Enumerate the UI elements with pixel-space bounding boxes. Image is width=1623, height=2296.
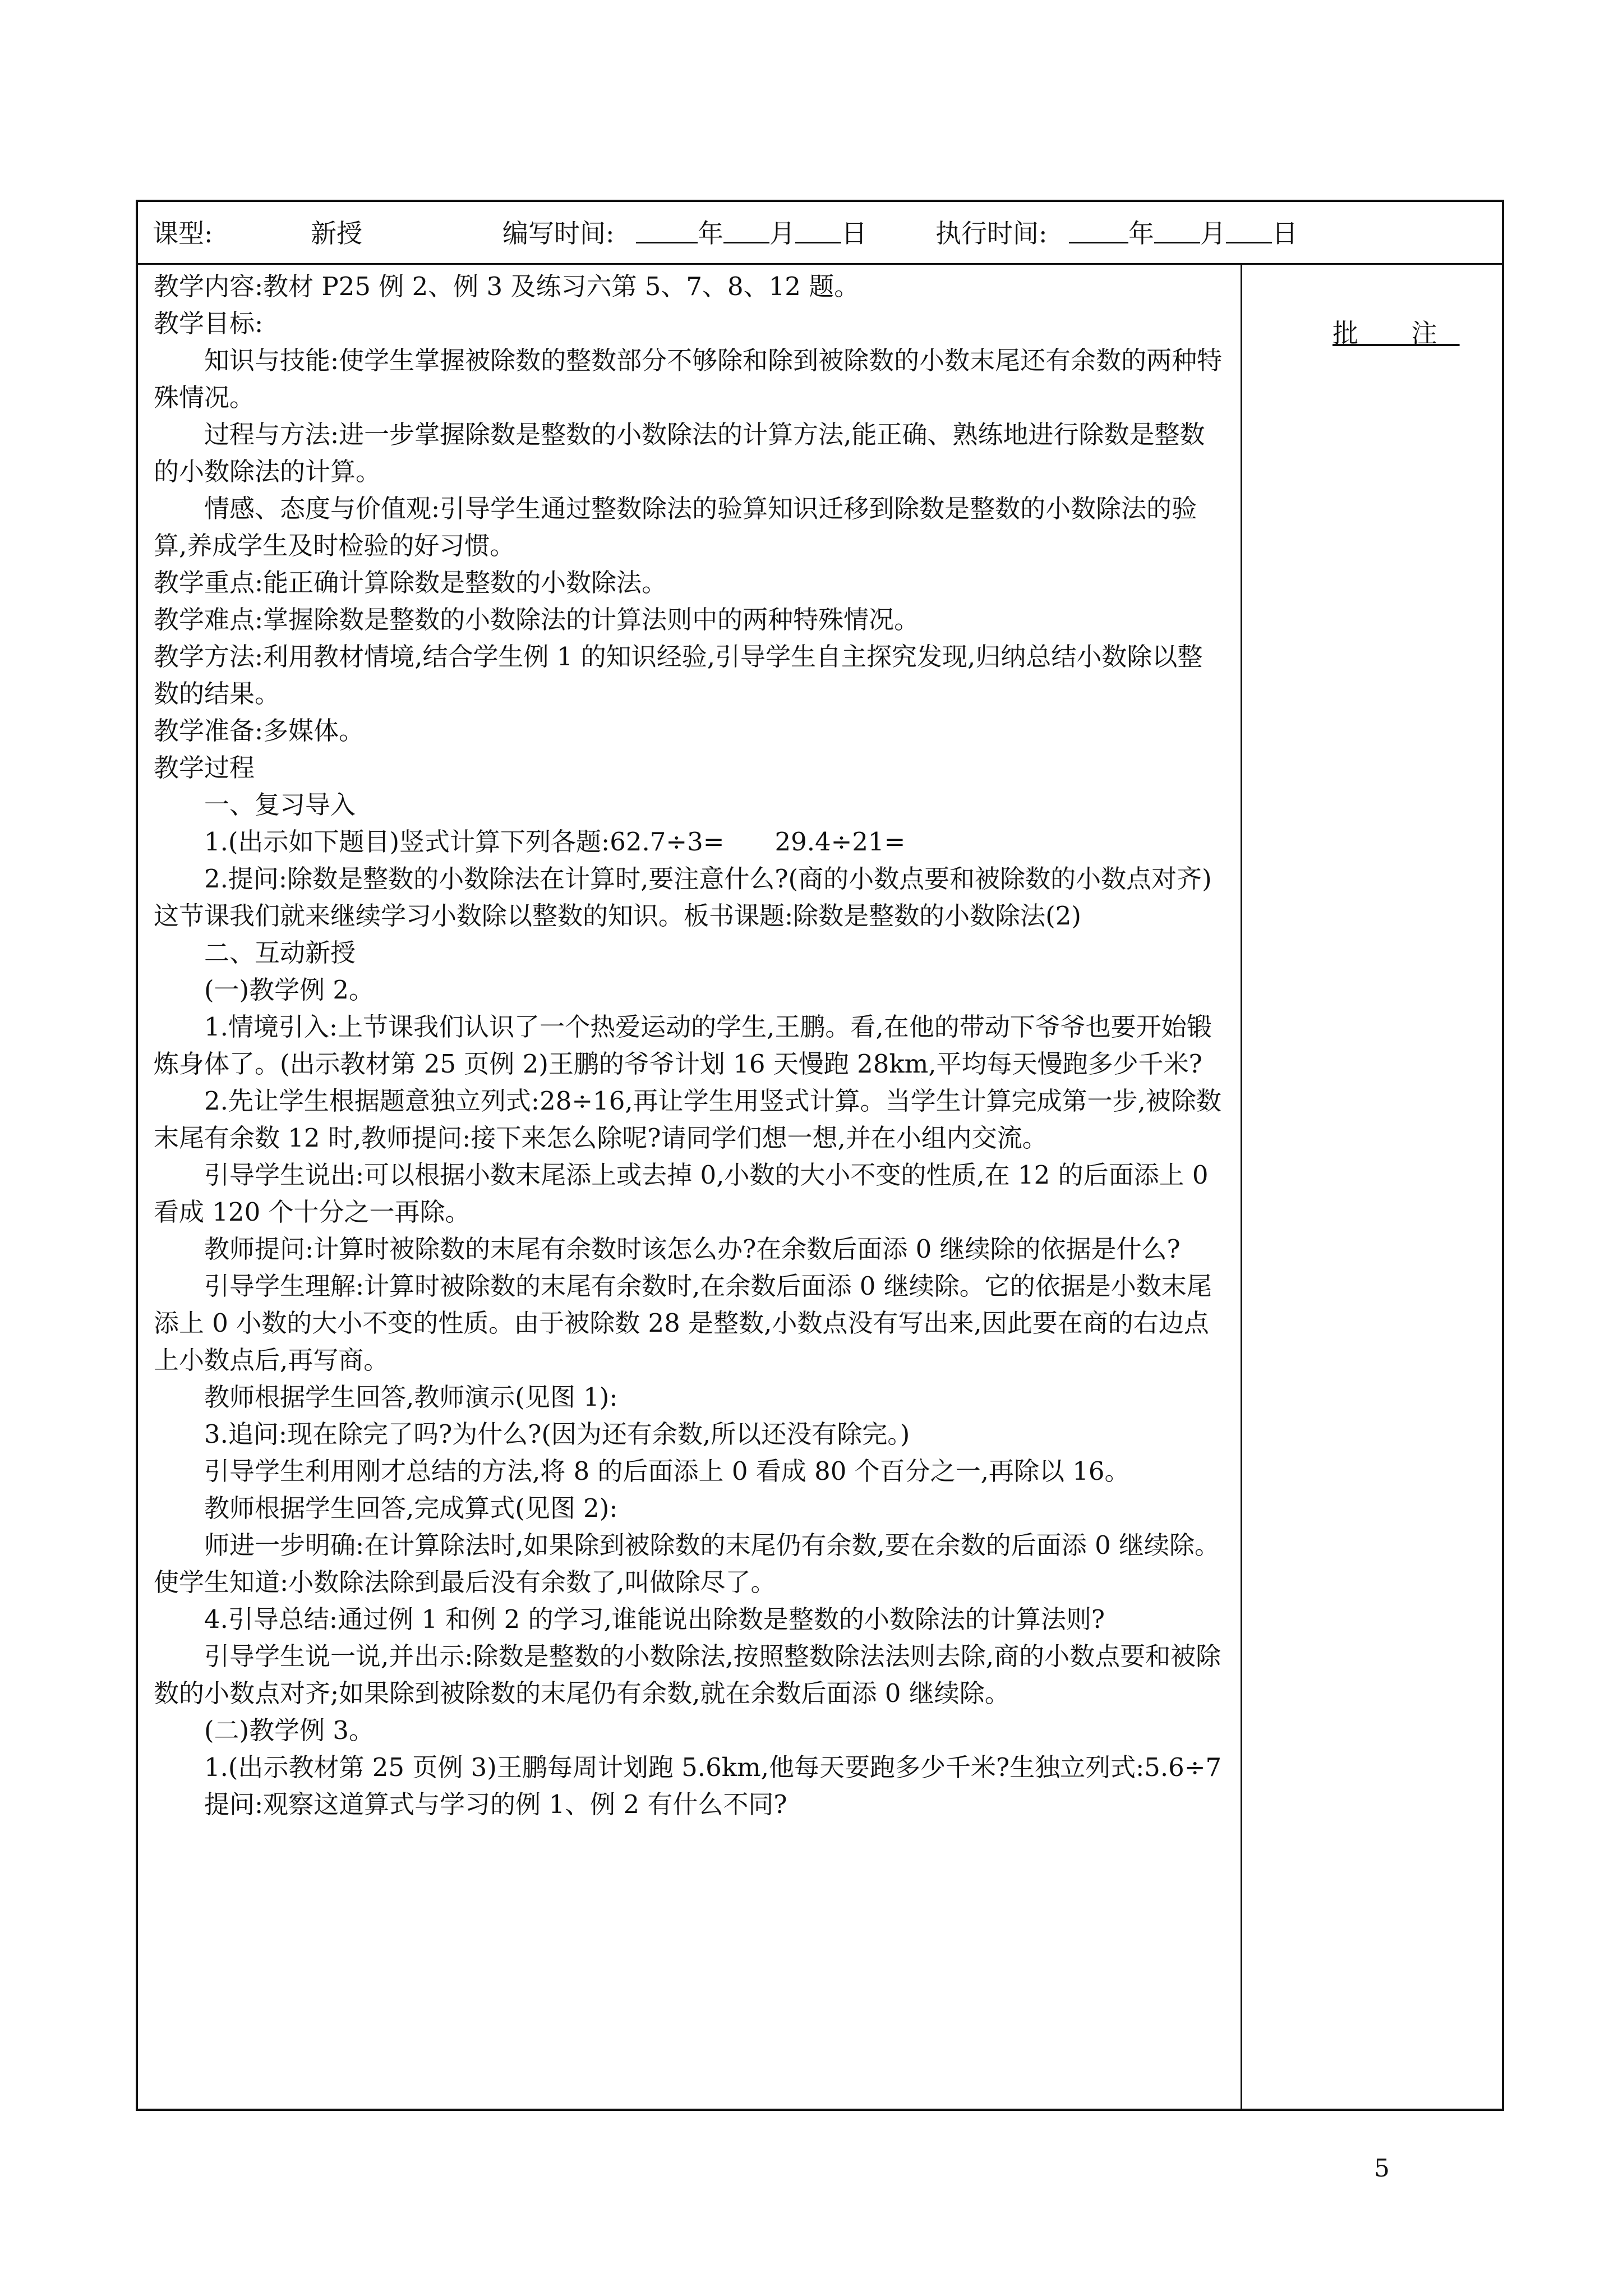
teaching-method: 教学方法:利用教材情境,结合学生例 1 的知识经验,引导学生自主探究发现,归纳总结小数除以整数的结果。 xyxy=(154,642,1203,708)
lesson-type-value: 新授 xyxy=(311,218,362,249)
day-blank xyxy=(795,216,841,243)
month-label: 月 xyxy=(1200,218,1226,249)
teaching-goals-heading: 教学目标: xyxy=(154,309,264,338)
paragraph: 4.引导总结:通过例 1 和例 2 的学习,谁能说出除数是整数的小数除法的计算法则? xyxy=(204,1604,1105,1634)
exec-time-field xyxy=(1069,202,1298,265)
day-blank xyxy=(1226,216,1272,243)
teaching-difficulty: 教学难点:掌握除数是整数的小数除法的计算法则中的两种特殊情况。 xyxy=(154,605,920,634)
lesson-content xyxy=(154,268,1225,1823)
month-label: 月 xyxy=(769,218,795,249)
teaching-focus: 教学重点:能正确计算除数是整数的小数除法。 xyxy=(154,568,667,597)
lesson-plan-table xyxy=(136,200,1504,2111)
exec-time-label: 执行时间: xyxy=(935,218,1048,249)
paragraph: 3.追问:现在除完了吗?为什么?(因为还有余数,所以还没有除完。) xyxy=(204,1419,910,1449)
paragraph: 提问:观察这道算式与学习的例 1、例 2 有什么不同? xyxy=(204,1789,787,1819)
paragraph: 引导学生理解:计算时被除数的末尾有余数时,在余数后面添 0 继续除。它的依据是小数末尾添上 0 小数的大小不变的性质。由于被除数 28 是整数,小数点没有写出来,因此要在商的右边点上小数点后,再写商。 xyxy=(154,1271,1212,1375)
month-blank xyxy=(1154,216,1200,243)
paragraph: 2.先让学生根据题意独立列式:28÷16,再让学生用竖式计算。当学生计算完成第一步,被除数末尾有余数 12 时,教师提问:接下来怎么除呢?请同学们想一想,并在小组内交流。 xyxy=(154,1086,1221,1153)
teaching-content: 教学内容:教材 P25 例 2、例 3 及练习六第 5、7、8、12 题。 xyxy=(154,272,860,301)
day-label: 日 xyxy=(1272,218,1298,249)
month-blank xyxy=(723,216,769,243)
section-review-heading: 一、复习导入 xyxy=(204,790,356,820)
teaching-preparation: 教学准备:多媒体。 xyxy=(154,716,365,746)
year-label: 年 xyxy=(1128,218,1154,249)
paragraph: 引导学生说出:可以根据小数末尾添上或去掉 0,小数的大小不变的性质,在 12 的后面添上 0 看成 120 个十分之一再除。 xyxy=(154,1160,1209,1227)
paragraph: 1.情境引入:上节课我们认识了一个热爱运动的学生,王鹏。看,在他的带动下爷爷也要开始锻炼身体了。(出示教材第 25 页例 2)王鹏的爷爷计划 16 天慢跑 28km,平均每天慢跑多少千米? xyxy=(154,1012,1212,1079)
paragraph: 师进一步明确:在计算除法时,如果除到被除数的末尾仍有余数,要在余数的后面添 0 继续除。使学生知道:小数除法除到最后没有余数了,叫做除尽了。 xyxy=(154,1530,1220,1597)
header-row xyxy=(138,202,1502,265)
subsection-example-3-heading: (二)教学例 3。 xyxy=(204,1715,375,1745)
day-label: 日 xyxy=(841,218,867,249)
goal-process-method: 过程与方法:进一步掌握除数是整数的小数除法的计算方法,能正确、熟练地进行除数是整数的小数除法的计算。 xyxy=(154,420,1205,486)
section-interactive-heading: 二、互动新授 xyxy=(204,938,356,968)
notes-column-title: 批 注 xyxy=(1332,318,1460,348)
goal-attitude-values: 情感、态度与价值观:引导学生通过整数除法的验算知识迁移到除数是整数的小数除法的验算,养成学生及时检验的好习惯。 xyxy=(154,494,1197,560)
write-time-field xyxy=(636,202,867,265)
year-blank xyxy=(636,216,698,243)
paragraph: 教师提问:计算时被除数的末尾有余数时该怎么办?在余数后面添 0 继续除的依据是什么? xyxy=(204,1234,1181,1264)
lesson-type-label: 课型: xyxy=(153,218,213,249)
page-number: 5 xyxy=(1374,2154,1390,2183)
goal-knowledge-skills: 知识与技能:使学生掌握被除数的整数部分不够除和除到被除数的小数末尾还有余数的两种特殊情况。 xyxy=(154,346,1223,412)
paragraph: 1.(出示教材第 25 页例 3)王鹏每周计划跑 5.6km,他每天要跑多少千米?生独立列式:5.6÷7 xyxy=(204,1752,1222,1782)
paragraph: 2.提问:除数是整数的小数除法在计算时,要注意什么?(商的小数点要和被除数的小数点对齐)这节课我们就来继续学习小数除以整数的知识。板书课题:除数是整数的小数除法(2) xyxy=(154,864,1212,931)
paragraph: 教师根据学生回答,教师演示(见图 1): xyxy=(204,1382,618,1412)
write-time-label: 编写时间: xyxy=(502,218,615,249)
year-blank xyxy=(1069,216,1128,243)
year-label: 年 xyxy=(698,218,723,249)
paragraph: 引导学生说一说,并出示:除数是整数的小数除法,按照整数除法法则去除,商的小数点要和被除数的小数点对齐;如果除到被除数的末尾仍有余数,就在余数后面添 0 继续除。 xyxy=(154,1641,1221,1708)
column-divider xyxy=(1241,265,1242,2109)
teaching-process-heading: 教学过程 xyxy=(154,753,255,783)
paragraph: 教师根据学生回答,完成算式(见图 2): xyxy=(204,1493,618,1523)
paragraph: 引导学生利用刚才总结的方法,将 8 的后面添上 0 看成 80 个百分之一,再除以 16。 xyxy=(204,1456,1130,1486)
subsection-example-2-heading: (一)教学例 2。 xyxy=(204,975,375,1005)
paragraph: 1.(出示如下题目)竖式计算下列各题:62.7÷3= 29.4÷21= xyxy=(204,827,906,857)
